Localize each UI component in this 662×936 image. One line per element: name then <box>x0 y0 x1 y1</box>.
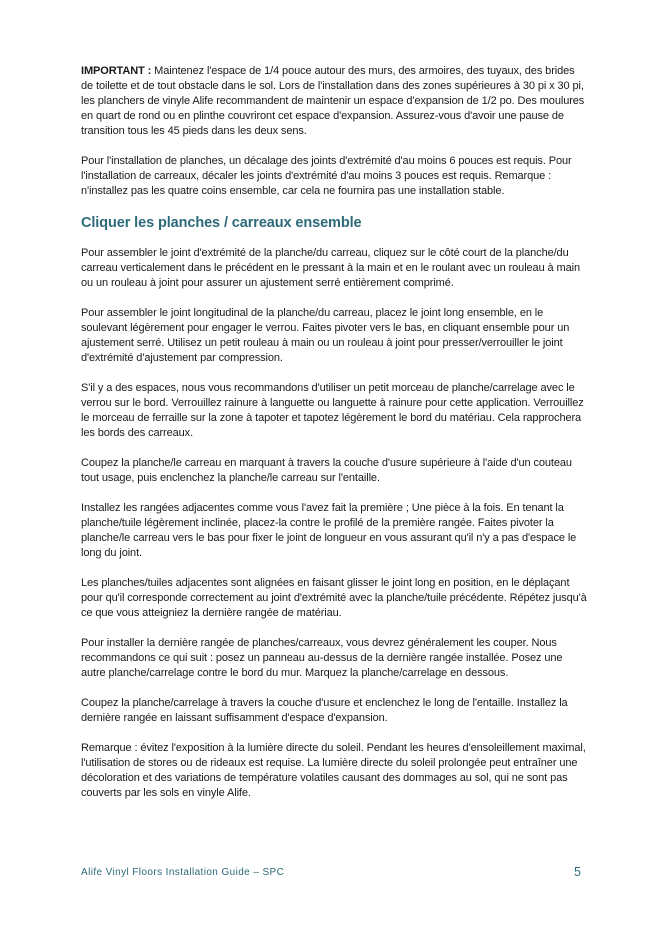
paragraph-alignment: Les planches/tuiles adjacentes sont alignées en faisant glisser le joint long en position, en le déplaçant pour qu'il corresponde correctement au joint d'extrémité avec la planche/tuile précédente. Répétez jusqu'à ce que vous atteigniez la dernière rangée de matériau. <box>81 577 587 619</box>
important-text: Maintenez l'espace de 1/4 pouce autour des murs, des armoires, des tuyaux, des brides de toilette et de tout obstacle dans le sol. Lors de l'installation dans des zones supérieures à 30 pi x 30 pi, les planchers de vinyle Alife recommandent de maintenir un espace d'expansion de 1/2 po. Des moulures en quart de rond ou en plinthe couvriront cet espace d'expansion. Assurez-vous d'avoir une pause de transition tous les 45 pieds dans les deux sens. <box>81 65 585 137</box>
paragraph-cutting: Coupez la planche/le carreau en marquant à travers la couche d'usure supérieure à l'aide d'un couteau tout usage, puis enclenchez la planche/le carreau sur l'entaille. <box>81 457 572 484</box>
important-label: IMPORTANT : <box>81 65 152 77</box>
section-heading: Cliquer les planches / carreaux ensemble <box>81 215 362 231</box>
paragraph-long-joint: Pour assembler le joint longitudinal de la planche/du carreau, placez le joint long ensemble, en le soulevant légèrement pour engager le verrou. Faites pivoter vers le bas, en cliquant ensemble pour un ajustement serré. Utilisez un petit rouleau à main ou un rouleau à joint pour presser/verrouiller le joint d'extrémité d'ajustement par compression. <box>81 307 570 364</box>
paragraph-end-joint: Pour assembler le joint d'extrémité de la planche/du carreau, cliquez sur le côté court de la planche/du carreau verticalement dans le précédent en le pressant à la main et en le roulant avec un rouleau à main ou un rouleau à joint pour assurer un ajustement serré entièrement comprimé. <box>81 247 580 289</box>
paragraph-adjacent-rows: Installez les rangées adjacentes comme vous l'avez fait la première ; Une pièce à la fois. En tenant la planche/tuile légèrement inclinée, placez-la contre le profilé de la première rangée. Faites pivoter la planche/le carreau vers le bas pour fixer le joint de longueur en vous assurant qu'il n'y a pas d'espace le long du joint. <box>81 502 577 559</box>
paragraph-sunlight-note: Remarque : évitez l'exposition à la lumière directe du soleil. Pendant les heures d'ensoleillement maximal, l'utilisation de stores ou de rideaux est requise. La lumière directe du soleil prolongée peut entraîner une décoloration et des variations de température volatiles causant des dommages au sol, qui ne sont pas couverts par les sols en vinyle Alife. <box>81 742 586 799</box>
important-paragraph <box>81 64 587 139</box>
footer-title: Alife Vinyl Floors Installation Guide – SPC <box>81 867 285 878</box>
page-content <box>81 64 587 816</box>
paragraph-last-row-cut: Coupez la planche/carrelage à travers la couche d'usure et enclenchez le long de l'entaille. Installez la dernière rangée en laissant suffisamment d'espace d'expansion. <box>81 697 568 724</box>
offset-paragraph: Pour l'installation de planches, un décalage des joints d'extrémité d'au moins 6 pouces est requis. Pour l'installation de carreaux, décaler les joints d'extrémité d'au moins 3 pouces est requis. Remarque : n'installez pas les quatre coins ensemble, car cela ne fournira pas une installation stable. <box>81 155 572 197</box>
paragraph-last-row: Pour installer la dernière rangée de planches/carreaux, vous devrez généralement les couper. Nous recommandons ce qui suit : posez un panneau au-dessus de la dernière rangée installée. Posez une autre planche/carrelage contre le bord du mur. Marquez la planche/carrelage en dessous. <box>81 637 563 679</box>
paragraph-gaps: S'il y a des espaces, nous vous recommandons d'utiliser un petit morceau de planche/carrelage avec le verrou sur le bord. Verrouillez rainure à languette ou languette à rainure pour cette application. Verrouillez le morceau de ferraille sur la zone à tapoter et tapotez légèrement le bord du matériau. Cela rapprochera les bords des carreaux. <box>81 382 584 439</box>
page-number: 5 <box>574 865 581 879</box>
